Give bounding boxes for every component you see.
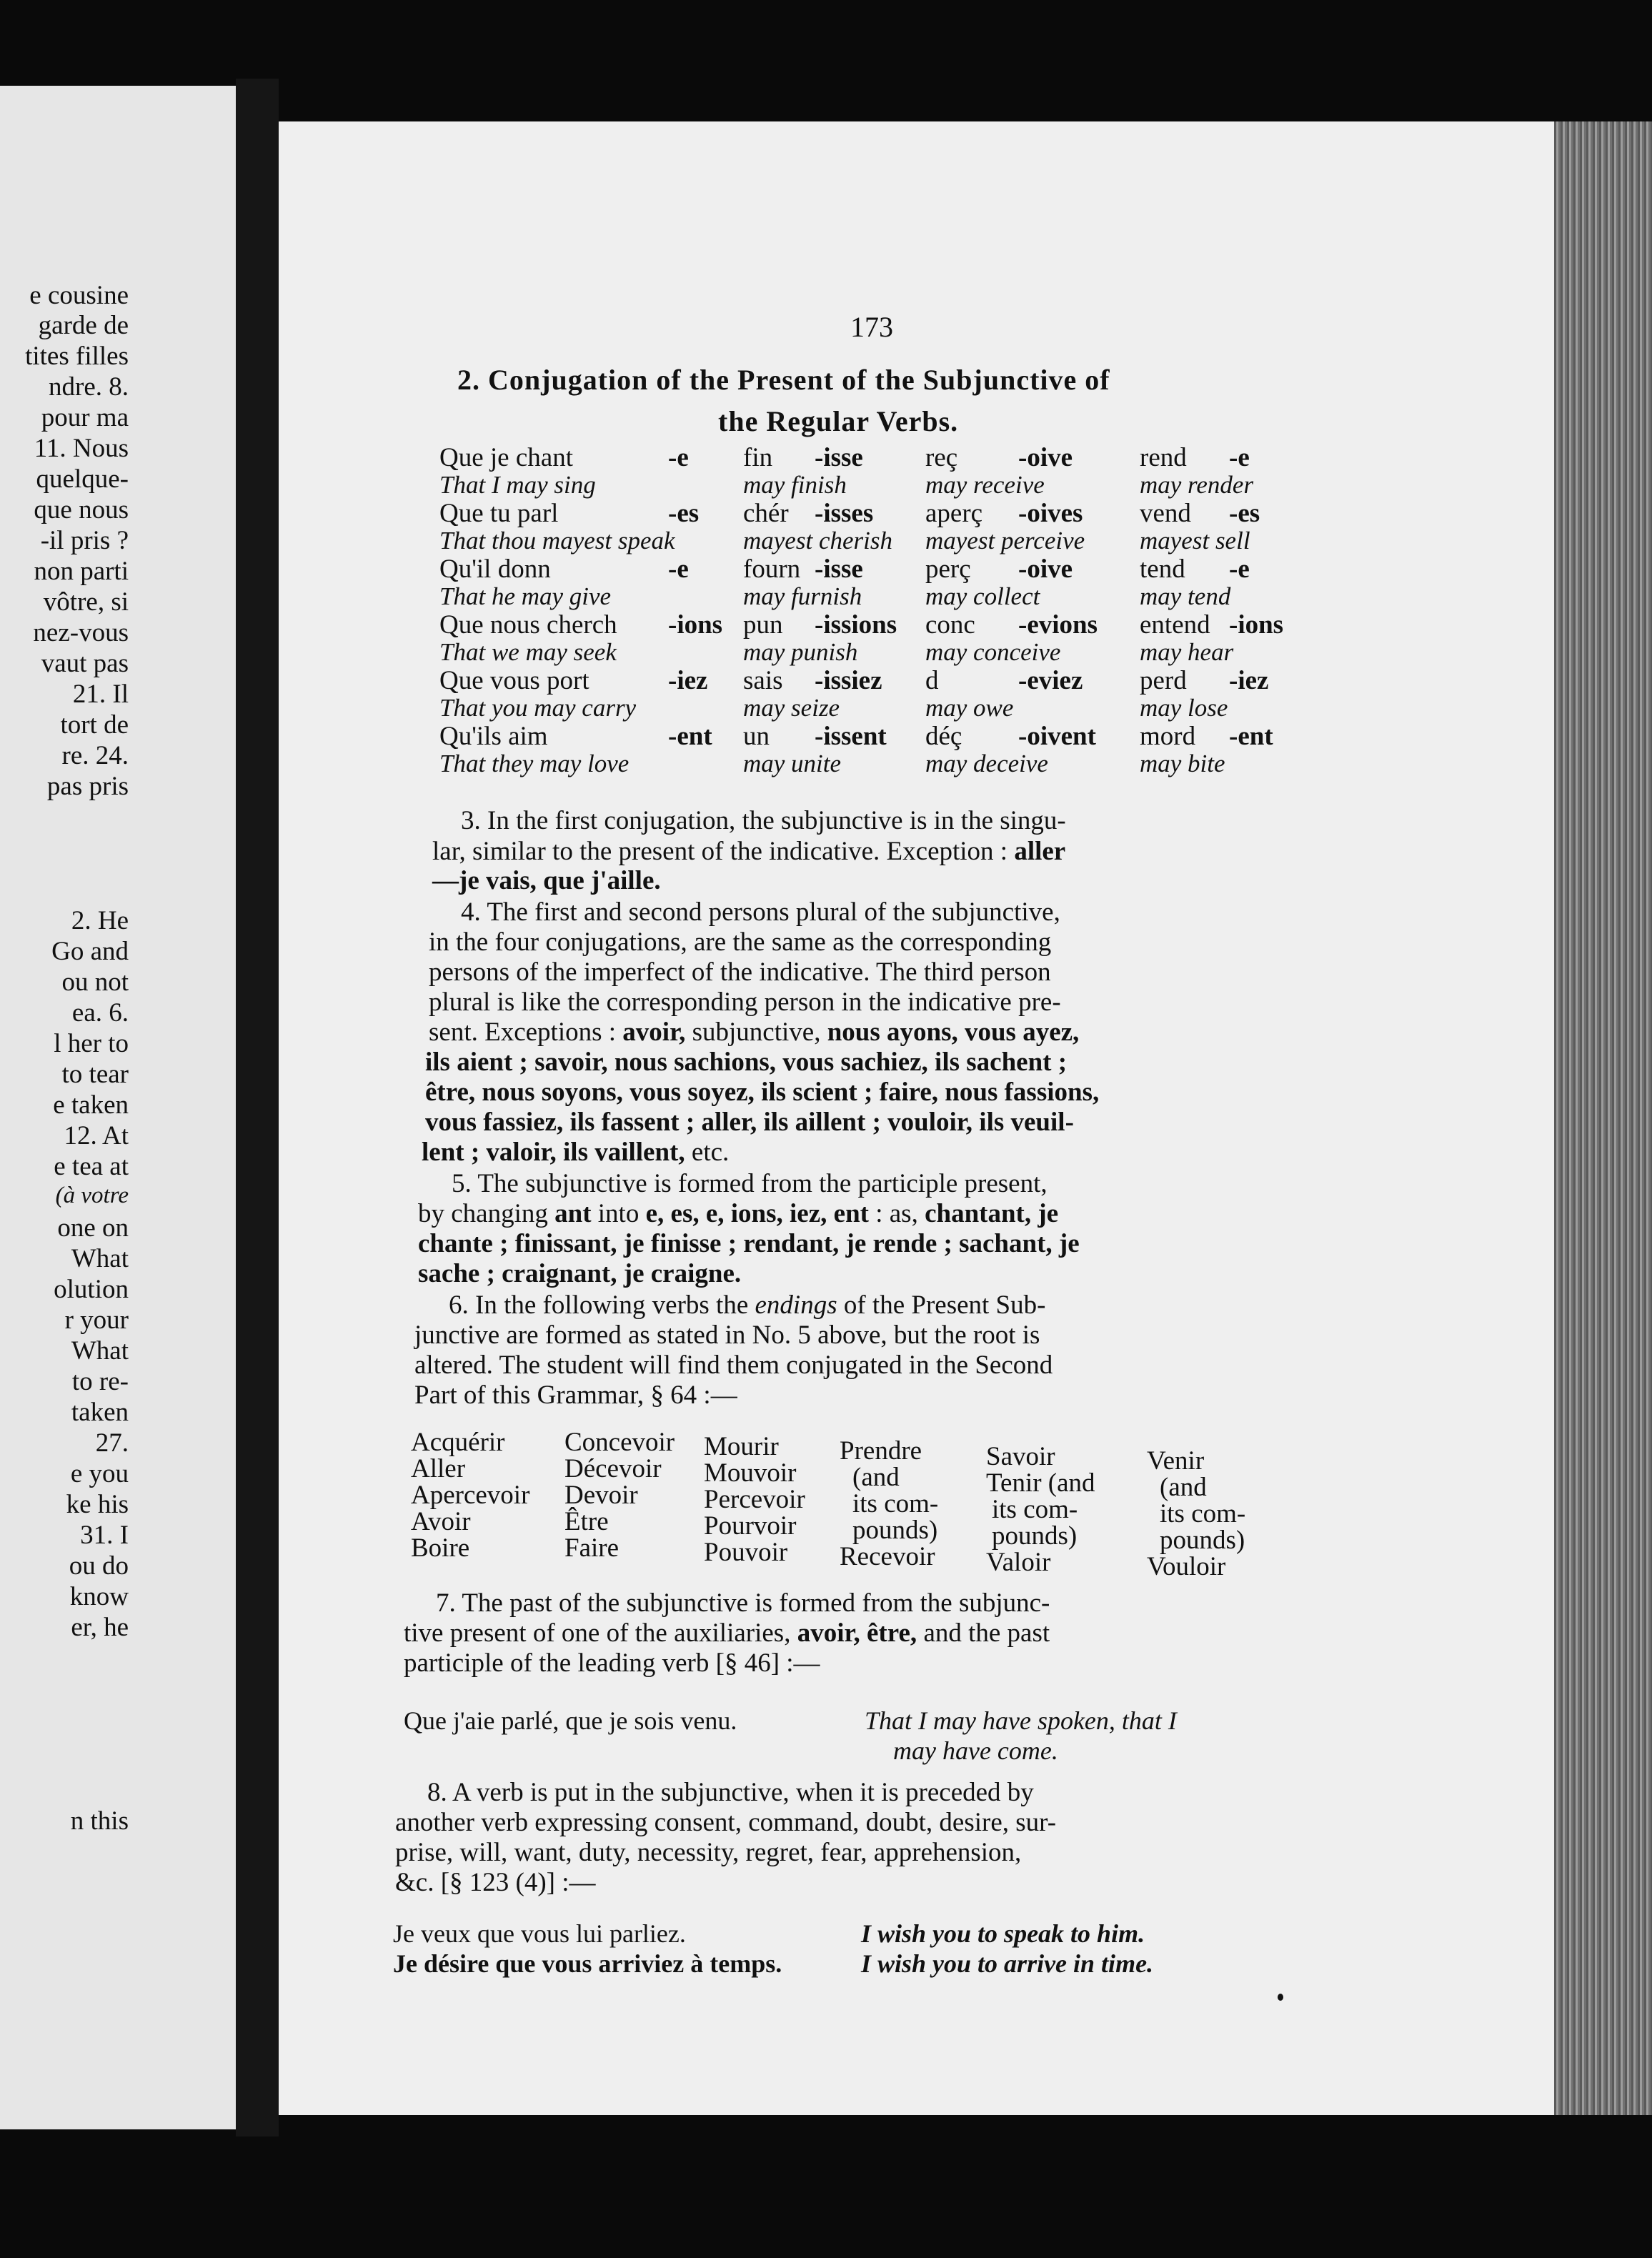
left-page-line: to re- — [71, 1367, 129, 1396]
conj-ending-4: -iez — [1229, 666, 1269, 695]
verb-list-item: Boire — [411, 1533, 470, 1563]
conj-ending-4: -es — [1229, 499, 1260, 528]
conj-stem-1-gloss: That thou mayest speak — [439, 527, 675, 554]
para7-line3: participle of the leading verb [§ 46] :— — [404, 1648, 820, 1678]
para3-line1: 3. In the first conjugation, the subjunctive is in the singu- — [461, 806, 1066, 835]
para5-line1: 5. The subjunctive is formed from the participle present, — [452, 1169, 1048, 1198]
conj-stem-1: Qu'il donn — [439, 554, 551, 584]
left-page-line: n this — [70, 1806, 129, 1836]
left-page-line: er, he — [71, 1613, 129, 1642]
conj-ending-1: -e — [668, 443, 689, 472]
verb-list-item: Tenir (and — [986, 1468, 1095, 1498]
para6-line2: junctive are formed as stated in No. 5 above, but the root is — [414, 1321, 1040, 1350]
left-page-line: 27. — [95, 1428, 129, 1458]
verb-list-item: pounds) — [1160, 1526, 1245, 1555]
conj-ending-2: -issiez — [815, 666, 882, 695]
conj-ending-4: -ent — [1229, 722, 1273, 751]
example8-2-french: Je désire que vous arriviez à temps. — [393, 1949, 782, 1978]
conj-stem-2: un — [743, 722, 770, 751]
left-page-line: garde de — [38, 311, 129, 340]
verb-list-item: Venir — [1147, 1446, 1205, 1476]
left-page-line: 12. At — [64, 1121, 129, 1150]
conj-ending-4: -e — [1229, 554, 1250, 584]
verb-list-item: Aller — [411, 1454, 466, 1483]
left-page-line: to tear — [61, 1060, 129, 1089]
verb-list-item: Mourir — [704, 1432, 779, 1461]
verb-list-item: Vouloir — [1147, 1552, 1226, 1581]
verb-list-item: Mouvoir — [704, 1458, 797, 1488]
para6-line4: Part of this Grammar, § 64 :— — [414, 1381, 737, 1410]
verb-list-item: Apercevoir — [411, 1481, 530, 1510]
left-page-line: quelque- — [36, 464, 129, 494]
para4-line1: 4. The first and second persons plural of the subjunctive, — [461, 897, 1060, 927]
verb-list-item: Recevoir — [840, 1542, 935, 1571]
verb-list-item: Concevoir — [564, 1428, 675, 1457]
verb-list-item: Acquérir — [411, 1428, 505, 1457]
example7-english-line1: That I may have spoken, that I — [865, 1706, 1177, 1735]
conj-ending-2: -issions — [815, 610, 897, 640]
conj-ending-3: -evions — [1018, 610, 1098, 640]
left-page-line: What — [71, 1336, 129, 1366]
conj-stem-2-gloss: may unite — [743, 750, 842, 777]
para8-line4: &c. [§ 123 (4)] :— — [395, 1868, 596, 1897]
left-page-line: vaut pas — [41, 649, 129, 678]
verb-list-item: pounds) — [992, 1521, 1078, 1551]
conj-stem-3-gloss: may owe — [925, 694, 1014, 722]
conj-stem-1-gloss: That he may give — [439, 582, 612, 610]
conj-stem-1: Que tu parl — [439, 499, 559, 528]
book-gutter — [236, 79, 279, 2137]
conj-ending-1: -ions — [668, 610, 723, 640]
conj-ending-4: -e — [1229, 443, 1250, 472]
conj-stem-4: rend — [1140, 443, 1187, 472]
left-page-line: pas pris — [46, 772, 129, 801]
verb-list-item: Pourvoir — [704, 1511, 797, 1541]
left-page-line: ou do — [69, 1551, 129, 1581]
left-page-line: r your — [64, 1305, 129, 1335]
para7-line2: tive present of one of the auxiliaries, avoir, être, and the past — [404, 1618, 1050, 1648]
left-page-line: re. 24. — [61, 741, 129, 770]
left-page-line: l her to — [54, 1029, 129, 1058]
conj-stem-1-gloss: That we may seek — [439, 638, 617, 666]
left-page-line: 31. I — [80, 1521, 129, 1550]
verb-list-item: Devoir — [564, 1481, 638, 1510]
para8-line2: another verb expressing consent, command, doubt, desire, sur- — [395, 1808, 1057, 1837]
conj-stem-3: perç — [925, 554, 971, 584]
example8-1-french: Je veux que vous lui parliez. — [393, 1919, 686, 1948]
para4-line8: vous fassiez, ils fassent ; aller, ils aillent ; vouloir, ils veuil- — [425, 1108, 1074, 1137]
page-number: 173 — [850, 311, 893, 343]
para8-line3: prise, will, want, duty, necessity, regret, fear, apprehension, — [395, 1838, 1022, 1867]
conj-ending-4: -ions — [1229, 610, 1284, 640]
conj-stem-1: Qu'ils aim — [439, 722, 548, 751]
left-page-line: ke his — [66, 1490, 129, 1519]
verb-list-item: (and — [1160, 1473, 1207, 1502]
conj-stem-3-gloss: may receive — [925, 471, 1045, 499]
left-page-line: e tea at — [54, 1152, 129, 1181]
para5-line2: by changing ant into e, es, e, ions, iez, ent : as, chantant, je — [418, 1199, 1059, 1228]
conj-stem-3-gloss: mayest perceive — [925, 527, 1085, 554]
verb-list-item: Avoir — [411, 1507, 471, 1536]
para4-line5: sent. Exceptions : avoir, subjunctive, nous ayons, vous ayez, — [429, 1018, 1080, 1047]
conj-stem-3: d — [925, 666, 939, 695]
conj-stem-1-gloss: That you may carry — [439, 694, 637, 722]
conj-ending-2: -issent — [815, 722, 887, 751]
conj-ending-2: -isse — [815, 443, 863, 472]
left-page-line: What — [71, 1244, 129, 1273]
verb-list-item: Prendre — [840, 1436, 922, 1466]
verb-list-item: Valoir — [986, 1548, 1051, 1577]
para4-line9: lent ; valoir, ils vaillent, etc. — [422, 1138, 730, 1167]
verb-list-item: Décevoir — [564, 1454, 662, 1483]
conj-stem-2: sais — [743, 666, 783, 695]
verb-list-item: pounds) — [852, 1516, 938, 1545]
para4-line3: persons of the imperfect of the indicative. The third person — [429, 958, 1051, 987]
para6-line3: altered. The student will find them conjugated in the Second — [414, 1351, 1053, 1380]
left-page-line: 2. He — [71, 906, 129, 935]
verb-list-item: its com- — [992, 1495, 1078, 1524]
example7-english-line2: may have come. — [893, 1736, 1058, 1765]
para8-line1: 8. A verb is put in the subjunctive, when it is preceded by — [427, 1778, 1034, 1807]
conj-stem-2: chér — [743, 499, 789, 528]
verb-list-item: Faire — [564, 1533, 620, 1563]
conj-ending-3: -oivent — [1018, 722, 1096, 751]
left-page-line: que nous — [34, 495, 129, 524]
left-page-line: tites filles — [25, 342, 129, 371]
left-page-line: vôtre, si — [43, 587, 129, 617]
conj-ending-1: -e — [668, 554, 689, 584]
conj-stem-3-gloss: may conceive — [925, 638, 1061, 666]
conj-ending-2: -isse — [815, 554, 863, 584]
verb-list-item: Être — [564, 1507, 609, 1536]
conj-ending-1: -es — [668, 499, 700, 528]
example7-french: Que j'aie parlé, que je sois venu. — [404, 1706, 737, 1735]
left-page-line: nez-vous — [33, 618, 129, 647]
conj-stem-1: Que je chant — [439, 443, 573, 472]
left-page-line: tort de — [60, 710, 129, 740]
conj-ending-1: -iez — [668, 666, 708, 695]
conj-stem-4: mord — [1140, 722, 1196, 751]
conj-stem-3: conc — [925, 610, 975, 640]
conj-stem-3-gloss: may collect — [925, 582, 1040, 610]
conj-stem-2-gloss: mayest cherish — [743, 527, 892, 554]
left-page-line: e you — [70, 1459, 129, 1488]
conj-ending-3: -oive — [1018, 443, 1073, 472]
verb-list-item: (and — [852, 1463, 900, 1492]
conj-stem-4: entend — [1140, 610, 1210, 640]
verb-list-item: its com- — [1160, 1499, 1246, 1528]
conj-ending-2: -isses — [815, 499, 874, 528]
verb-list-item: Pouvoir — [704, 1538, 788, 1567]
verb-list-item: Savoir — [986, 1442, 1055, 1471]
para4-line4: plural is like the corresponding person in the indicative pre- — [429, 988, 1061, 1017]
left-page-line: one on — [57, 1213, 129, 1243]
conj-stem-1: Que vous port — [439, 666, 589, 695]
example8-2-english: I wish you to arrive in time. — [861, 1949, 1154, 1978]
left-page-line: ndre. 8. — [49, 372, 129, 402]
para6-line1: 6. In the following verbs the endings of the Present Sub- — [449, 1290, 1046, 1320]
left-facing-page — [0, 86, 236, 2129]
verb-list-item: Percevoir — [704, 1485, 805, 1514]
para4-line2: in the four conjugations, are the same as the corresponding — [429, 927, 1052, 957]
left-page-line: (à votre — [55, 1183, 129, 1208]
verb-list-item: its com- — [852, 1489, 939, 1518]
conj-stem-1-gloss: That they may love — [439, 750, 630, 777]
para4-line7: être, nous soyons, vous soyez, ils scient ; faire, nous fassions, — [425, 1078, 1100, 1107]
conj-stem-3-gloss: may deceive — [925, 750, 1048, 777]
page-edges — [1554, 121, 1652, 2115]
para5-line4: sache ; craignant, je craigne. — [418, 1259, 742, 1288]
conj-stem-4: tend — [1140, 554, 1185, 584]
conj-stem-1: Que nous cherch — [439, 610, 617, 640]
conj-stem-2: pun — [743, 610, 783, 640]
conj-stem-3: reç — [925, 443, 958, 472]
conj-stem-4-gloss: may lose — [1140, 694, 1228, 722]
left-page-line: ou not — [61, 968, 129, 997]
conj-ending-1: -ent — [668, 722, 712, 751]
conj-stem-2-gloss: may seize — [743, 694, 840, 722]
left-page-line: 11. Nous — [34, 434, 129, 463]
left-page-line: taken — [71, 1398, 129, 1427]
example8-1-english: I wish you to speak to him. — [861, 1919, 1145, 1948]
left-page-line: 21. Il — [72, 680, 129, 709]
conj-stem-4-gloss: may tend — [1140, 582, 1231, 610]
left-page-line: pour ma — [41, 403, 129, 432]
conj-stem-3: déç — [925, 722, 962, 751]
left-page-line: non parti — [34, 557, 129, 586]
conj-stem-1-gloss: That I may sing — [439, 471, 596, 499]
conj-stem-4-gloss: may hear — [1140, 638, 1234, 666]
para4-line6: ils aient ; savoir, nous sachions, vous sachiez, ils sachent ; — [425, 1048, 1068, 1077]
conj-stem-3: aperç — [925, 499, 983, 528]
conj-stem-2: fourn — [743, 554, 801, 584]
para5-line3: chante ; finissant, je finisse ; rendant, je rende ; sachant, je — [418, 1229, 1080, 1258]
left-page-line: e taken — [53, 1090, 129, 1120]
conj-stem-4: vend — [1140, 499, 1191, 528]
para7-line1: 7. The past of the subjunctive is formed from the subjunc- — [436, 1588, 1050, 1618]
conj-ending-3: -oive — [1018, 554, 1073, 584]
conj-stem-2-gloss: may finish — [743, 471, 847, 499]
left-page-line: -il pris ? — [40, 526, 129, 555]
conj-stem-2: fin — [743, 443, 773, 472]
left-page-line: ea. 6. — [71, 998, 129, 1028]
left-page-line: know — [69, 1582, 129, 1611]
conj-stem-4-gloss: may render — [1140, 471, 1254, 499]
left-page-line: e cousine — [29, 281, 129, 310]
ink-dot — [1278, 1994, 1283, 2001]
conj-ending-3: -oives — [1018, 499, 1083, 528]
conj-stem-4-gloss: may bite — [1140, 750, 1225, 777]
section-heading-line1: 2. Conjugation of the Present of the Subjunctive of — [457, 364, 1110, 396]
conj-ending-3: -eviez — [1018, 666, 1083, 695]
left-page-line: olution — [54, 1275, 129, 1304]
conj-stem-2-gloss: may furnish — [743, 582, 862, 610]
conj-stem-4-gloss: mayest sell — [1140, 527, 1250, 554]
section-heading-line2: the Regular Verbs. — [718, 405, 959, 437]
conj-stem-2-gloss: may punish — [743, 638, 858, 666]
left-page-line: Go and — [51, 937, 129, 966]
para3-line3: —je vais, que j'aille. — [432, 866, 661, 895]
para3-line2: lar, similar to the present of the indicative. Exception : aller — [432, 837, 1066, 866]
conj-stem-4: perd — [1140, 666, 1187, 695]
